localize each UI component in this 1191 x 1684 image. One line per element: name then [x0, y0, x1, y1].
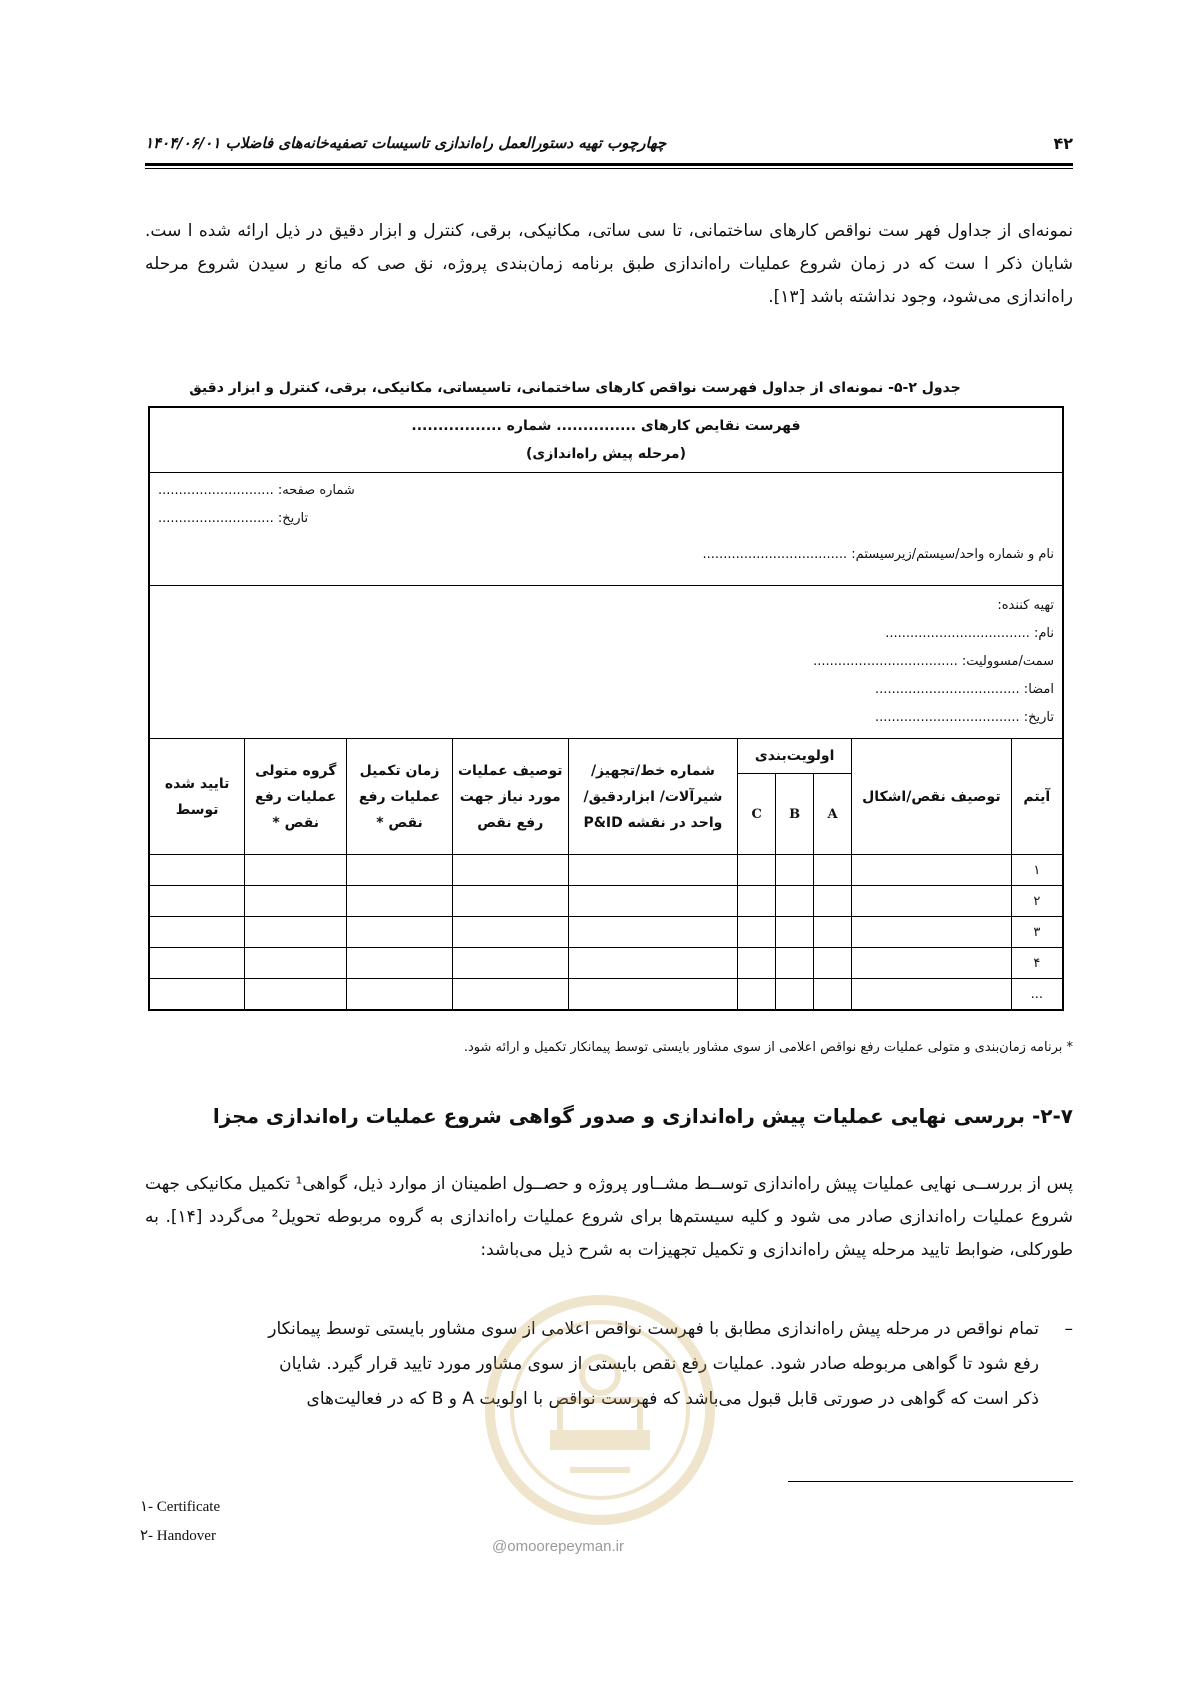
defect-list-form — [148, 406, 1064, 1011]
row-number: ۱ — [1011, 855, 1063, 886]
form-info-block — [149, 473, 1063, 586]
signature-field: امضا: ................................... — [875, 682, 1054, 697]
intro-paragraph: نمونه‌ای از جداول فهر ست نواقص کارهای ساختمانی، تا سی ساتی، مکانیکی، برقی، کنترل و ابزار دقیق در ذیل ارائه شده ا ست. شایان ذکر ا ست که در زمان شروع عملیات راه‌اندازی طبق برنامه زمان‌بندی پروژه، نق صی که مانع ر سیدن شروع مرحله راه‌اندازی می‌شود، وجود نداشته باشد [۱۳]. — [145, 221, 1073, 307]
row-number: ... — [1011, 979, 1063, 1011]
table-row — [149, 917, 1063, 948]
row-number: ۲ — [1011, 886, 1063, 917]
col-header-b: B — [776, 774, 814, 855]
position-field: سمت/مسوولیت: ................................... — [813, 654, 1054, 669]
date2-field: تاریخ: ................................... — [874, 710, 1054, 725]
table-row — [149, 948, 1063, 979]
col-header-defect: توصیف نقص/اشکال — [852, 739, 1012, 855]
unit-name-field: نام و شماره واحد/سیستم/زیرسیستم: ................................... — [702, 547, 1054, 562]
bullet-line-3: ذکر است که گواهی در صورتی قابل قبول می‌باشد که فهرست نواقص با اولویت A و B که در فعالیت‌های — [306, 1389, 1039, 1409]
watermark-url: @omoorepeyman.ir — [492, 1538, 624, 1555]
page-number: ۴۲ — [1053, 134, 1073, 153]
col-header-time: زمان تکمیل عملیات رفع نقص * — [347, 739, 453, 855]
col-header-c: C — [738, 774, 776, 855]
header-rule-thin — [145, 168, 1073, 169]
table-row — [149, 979, 1063, 1011]
col-header-operation: توصیف عملیات مورد نیاز جهت رفع نقص — [452, 739, 568, 855]
preparer-block — [149, 586, 1063, 739]
footnote-1: ۱- Certificate — [140, 1499, 221, 1515]
row-number: ۳ — [1011, 917, 1063, 948]
running-header — [145, 130, 1073, 158]
bullet-dash: – — [1064, 1319, 1073, 1339]
name-field: نام: ................................... — [885, 626, 1054, 641]
footnote-rule — [788, 1481, 1073, 1482]
section-heading: ۲-۷- بررسی نهایی عملیات پیش راه‌اندازی و صدور گواهی شروع عملیات راه‌اندازی مجزا — [212, 1104, 1073, 1128]
table-row — [149, 855, 1063, 886]
seal-logo-icon — [470, 1280, 730, 1540]
table-row — [149, 886, 1063, 917]
col-header-priority: اولویت‌بندی — [738, 739, 852, 774]
running-title: چهارچوب تهیه دستورالعمل راه‌اندازی تاسیسات تصفیه‌خانه‌های فاضلاب ۱۴۰۴/۰۶/۰۱ — [145, 134, 667, 152]
footnote-2: ۲- Handover — [140, 1528, 216, 1544]
form-title — [149, 407, 1063, 473]
col-header-a: A — [814, 774, 852, 855]
col-header-group: گروه متولی عملیات رفع نقص * — [245, 739, 347, 855]
col-header-approved: تایید شده توسط — [149, 739, 245, 855]
bullet-line-1: –تمام نواقص در مرحله پیش راه‌اندازی مطابق با فهرست نواقص اعلامی از سوی مشاور بایستی توسط پیمانکار — [145, 1312, 1073, 1347]
row-number: ۴ — [1011, 948, 1063, 979]
table-note: * برنامه زمان‌بندی و متولی عملیات رفع نواقص اعلامی از سوی مشاور بایستی توسط پیمانکار تکمیل و ارائه شود. — [463, 1040, 1073, 1055]
col-header-item: آیتم — [1011, 739, 1063, 855]
bullet-line-2: رفع شود تا گواهی مربوطه صادر شود. عملیات رفع نقص بایستی از سوی مشاور مورد تایید قرار گیرد. شایان — [279, 1354, 1039, 1374]
preparer-label: تهیه کننده: — [997, 598, 1054, 613]
form-title-line1: فهرست نقایص کارهای ............... شماره ................. — [411, 418, 801, 434]
col-header-number: شماره خط/تجهیز/شیرآلات/ ابزاردقیق/واحد در نقشه P&ID — [568, 739, 738, 855]
page-no-field: شماره صفحه: ............................ — [158, 483, 355, 498]
form-title-line2: (مرحله پیش راه‌اندازی) — [526, 446, 686, 462]
header-rule — [145, 163, 1073, 166]
table-caption: جدول ۲-۵- نمونه‌ای از جداول فهرست نواقص کارهای ساختمانی، تاسیساتی، مکانیکی، برقی، کنترل و ابزار دقیق — [189, 380, 961, 396]
section-paragraph: پس از بررســی نهایی عملیات پیش راه‌اندازی توســط مشــاور پروژه و حصــول اطمینان از موارد ذیل، گواهی¹ تکمیل مکانیکی جهت شروع عملیات راه‌اندازی صادر می شود و کلیه سیستم‌ها برای شروع عملیات راه‌اندازی به گروه مربوطه تحویل² می‌گردد [۱۴]. به طورکلی، ضوابط تایید مرحله پیش راه‌اندازی و تکمیل تجهیزات به شرح ذیل می‌باشد: — [145, 1174, 1074, 1260]
date-field: تاریخ: ............................ — [158, 511, 309, 526]
